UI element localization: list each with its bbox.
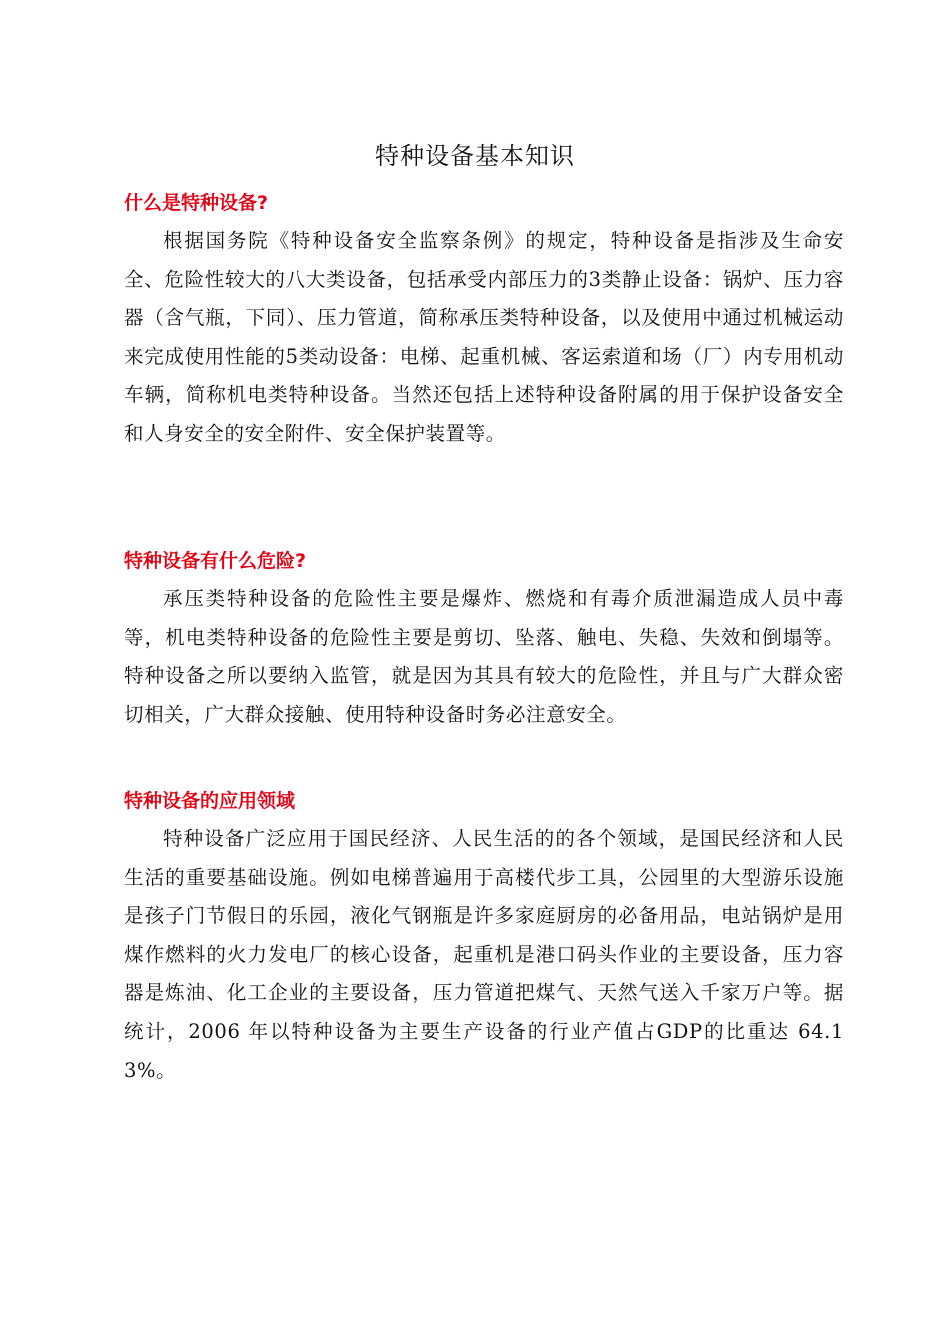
section-dangers <box>124 546 844 734</box>
section-heading: 特种设备有什么危险? <box>124 550 307 572</box>
section-paragraph: 根据国务院《特种设备安全监察条例》的规定，特种设备是指涉及生命安全、危险性较大的八大类设备，包括承受内部压力的3类静止设备：锅炉、压力容器（含气瓶，下同）、压力管道，简称承压类特种设备，以及使用中通过机械运动来完成使用性能的5类动设备：电梯、起重机械、客运索道和场（厂）内专用机动车辆，简称机电类特种设备。当然还包括上述特种设备附属的用于保护设备安全和人身安全的安全附件、安全保护装置等。 <box>124 229 844 445</box>
section-application-fields <box>124 786 844 1090</box>
section-heading: 特种设备的应用领域 <box>124 790 296 812</box>
section-paragraph: 承压类特种设备的危险性主要是爆炸、燃烧和有毒介质泄漏造成人员中毒等，机电类特种设备的危险性主要是剪切、坠落、触电、失稳、失效和倒塌等。特种设备之所以要纳入监管，就是因为其具有较大的危险性，并且与广大群众密切相关，广大群众接触、使用特种设备时务必注意安全。 <box>124 587 844 726</box>
section-paragraph: 特种设备广泛应用于国民经济、人民生活的的各个领域，是国民经济和人民生活的重要基础设施。例如电梯普遍用于高楼代步工具，公园里的大型游乐设施是孩子门节假日的乐园，液化气钢瓶是许多家庭厨房的必备用品，电站锅炉是用煤作燃料的火力发电厂的核心设备，起重机是港口码头作业的主要设备，压力容器是炼油、化工企业的主要设备，压力管道把煤气、天然气送入千家万户等。据统计，2006 年以特种设备为主要生产设备的行业产值占GDP的比重达 64.13%。 <box>124 827 844 1082</box>
section-heading: 什么是特种设备? <box>124 192 269 214</box>
section-what-is-special-equipment <box>124 188 844 454</box>
document-title: 特种设备基本知识 <box>375 142 575 170</box>
